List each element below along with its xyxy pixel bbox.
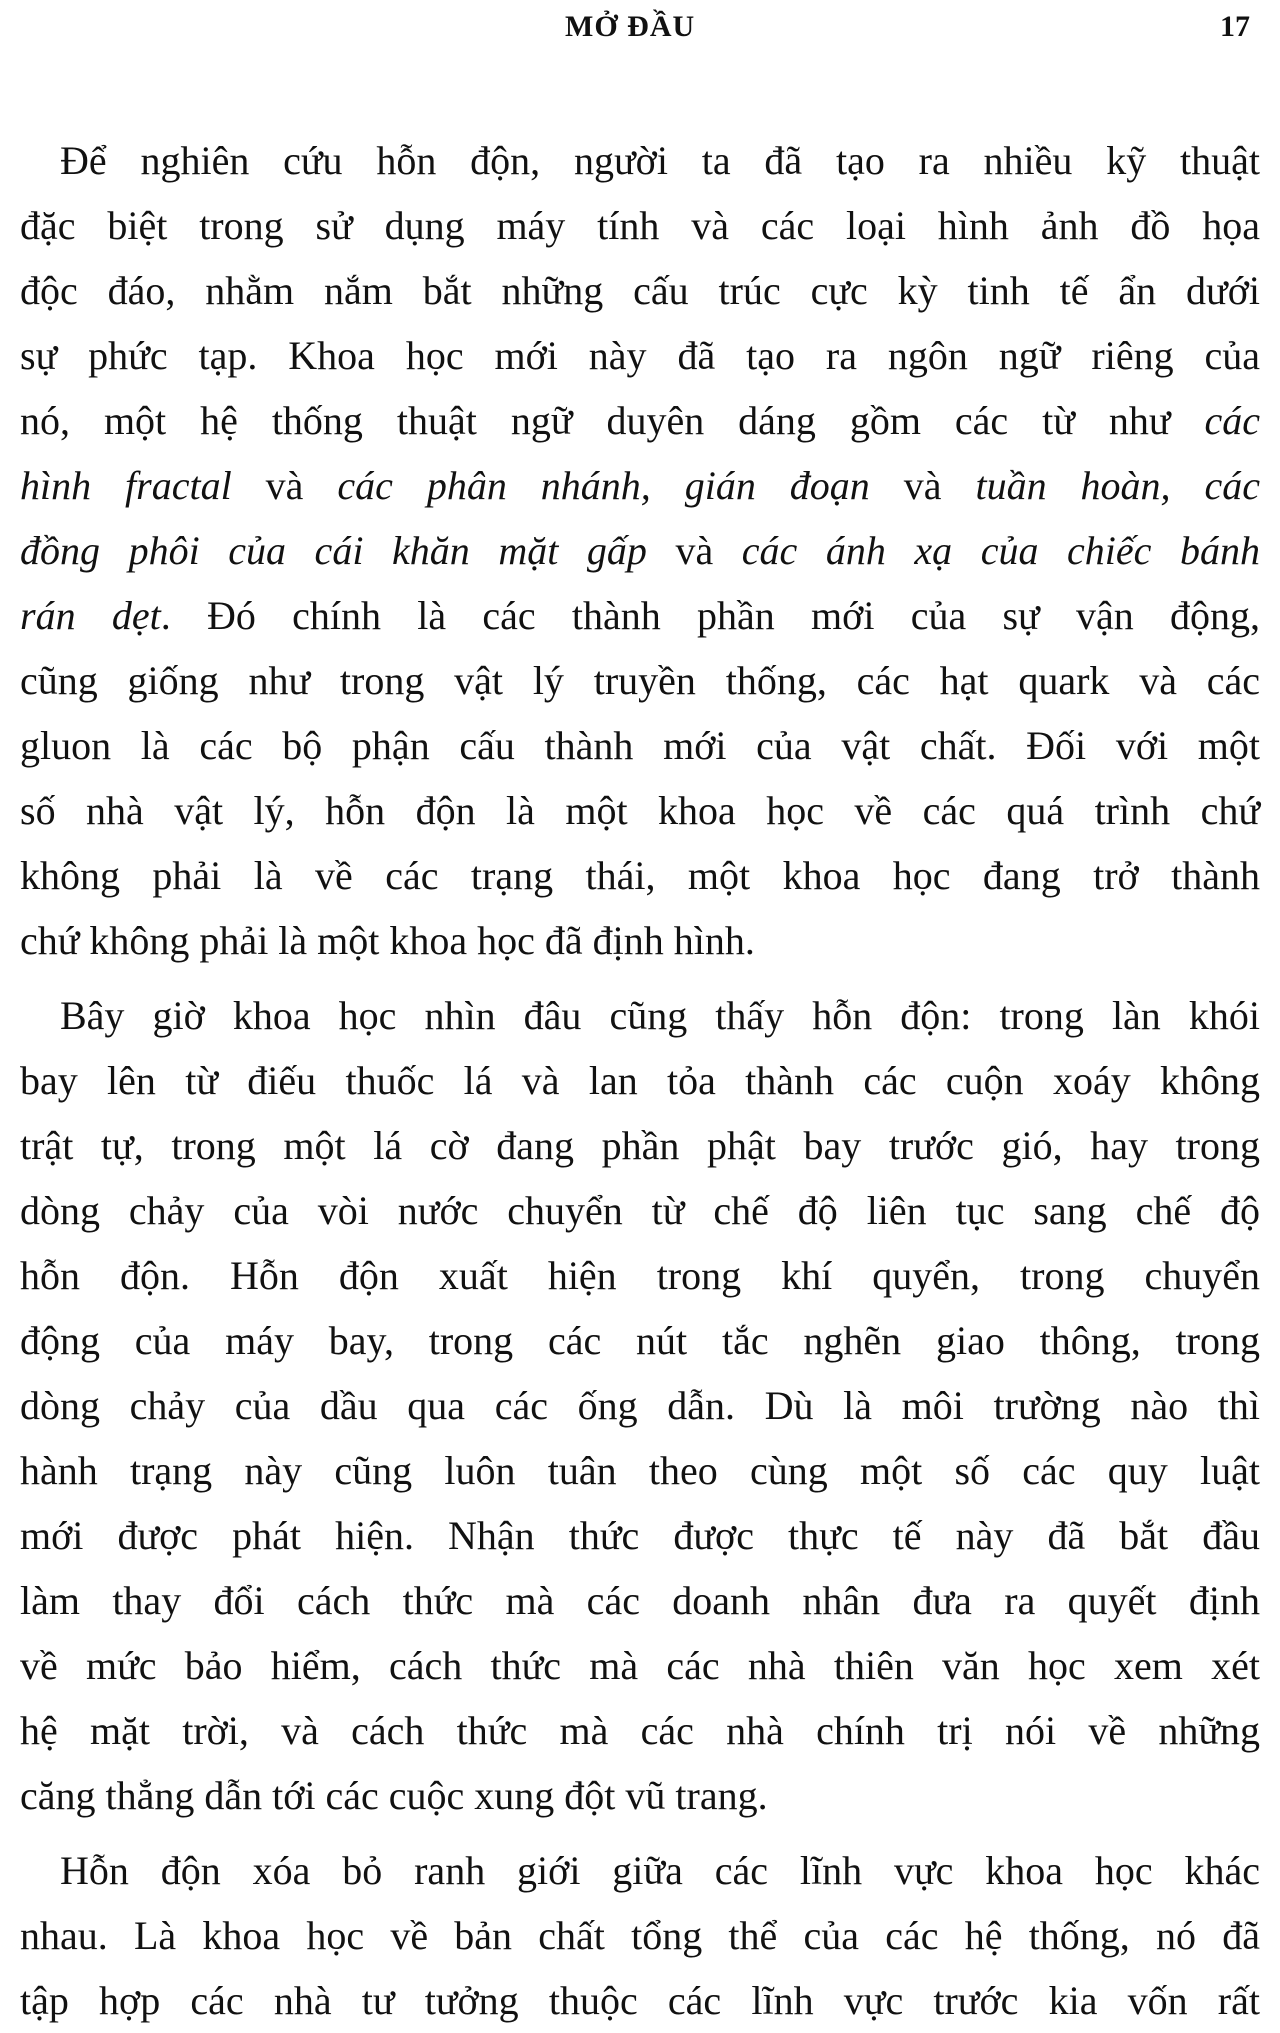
paragraph-gap bbox=[20, 973, 1260, 983]
paragraph-3 bbox=[20, 1838, 1260, 2033]
page-number: 17 bbox=[1220, 10, 1250, 43]
text-line: Hỗn độn xóa bỏ ranh giới giữa các lĩnh vực khoa học khác bbox=[60, 1848, 1260, 1893]
text-line: gluon là các bộ phận cấu thành mới của vật chất. Đối với một bbox=[20, 723, 1260, 768]
text-line bbox=[20, 388, 1260, 453]
text-line: không phải là về các trạng thái, một khoa học đang trở thành bbox=[20, 853, 1260, 898]
italic-term: hình fractal bbox=[20, 463, 232, 508]
text-line: cũng giống như trong vật lý truyền thống, các hạt quark và các bbox=[20, 658, 1260, 703]
text-line: dòng chảy của dầu qua các ống dẫn. Dù là môi trường nào thì bbox=[20, 1383, 1260, 1428]
text-line: căng thẳng dẫn tới các cuộc xung đột vũ trang. bbox=[20, 1773, 768, 1818]
text-line: làm thay đổi cách thức mà các doanh nhân đưa ra quyết định bbox=[20, 1578, 1260, 1623]
text-line: Bây giờ khoa học nhìn đâu cũng thấy hỗn độn: trong làn khói bbox=[60, 993, 1260, 1038]
text-line: hỗn độn. Hỗn độn xuất hiện trong khí quyển, trong chuyển bbox=[20, 1253, 1260, 1298]
paragraph-2 bbox=[20, 983, 1260, 1828]
text-line: Để nghiên cứu hỗn độn, người ta đã tạo ra nhiều kỹ thuật bbox=[60, 138, 1260, 183]
text-line: động của máy bay, trong các nút tắc nghẽn giao thông, trong bbox=[20, 1318, 1260, 1363]
text-line: tập hợp các nhà tư tưởng thuộc các lĩnh vực trước kia vốn rất bbox=[20, 1978, 1260, 2023]
text-line: số nhà vật lý, hỗn độn là một khoa học về các quá trình chứ bbox=[20, 788, 1260, 833]
text-line bbox=[20, 518, 1260, 583]
paragraph-1 bbox=[20, 128, 1260, 973]
text-line: độc đáo, nhằm nắm bắt những cấu trúc cực kỳ tinh tế ẩn dưới bbox=[20, 268, 1260, 313]
text-run: và bbox=[869, 463, 976, 508]
text-line: hành trạng này cũng luôn tuân theo cùng một số các quy luật bbox=[20, 1448, 1260, 1493]
text-run: và bbox=[646, 528, 742, 573]
body-text bbox=[20, 128, 1260, 2033]
running-head bbox=[0, 10, 1280, 50]
text-line bbox=[20, 583, 1260, 648]
text-line: về mức bảo hiểm, cách thức mà các nhà thiên văn học xem xét bbox=[20, 1643, 1260, 1688]
text-run: . Đó chính là các thành phần mới của sự vận động, bbox=[160, 593, 1261, 638]
paragraph-gap bbox=[20, 1828, 1260, 1838]
text-line: trật tự, trong một lá cờ đang phần phật bay trước gió, hay trong bbox=[20, 1123, 1260, 1168]
italic-term: các phân nhánh, gián đoạn bbox=[337, 463, 870, 508]
italic-term: các bbox=[1204, 398, 1260, 443]
text-line: nhau. Là khoa học về bản chất tổng thể của các hệ thống, nó đã bbox=[20, 1913, 1260, 1958]
text-line: hệ mặt trời, và cách thức mà các nhà chính trị nói về những bbox=[20, 1708, 1260, 1753]
text-line: bay lên từ điếu thuốc lá và lan tỏa thành các cuộn xoáy không bbox=[20, 1058, 1260, 1103]
italic-term: đồng phôi của cái khăn mặt gấp bbox=[20, 528, 647, 573]
text-line: chứ không phải là một khoa học đã định hình. bbox=[20, 918, 755, 963]
italic-term: các ánh xạ của chiếc bánh bbox=[741, 528, 1260, 573]
running-title: MỞ ĐẦU bbox=[565, 10, 696, 43]
text-line bbox=[20, 453, 1260, 518]
italic-term: rán dẹt bbox=[20, 593, 161, 638]
italic-term: tuần hoàn, các bbox=[975, 463, 1260, 508]
text-line: sự phức tạp. Khoa học mới này đã tạo ra ngôn ngữ riêng của bbox=[20, 333, 1260, 378]
text-line: đặc biệt trong sử dụng máy tính và các loại hình ảnh đồ họa bbox=[20, 203, 1260, 248]
text-line: mới được phát hiện. Nhận thức được thực tế này đã bắt đầu bbox=[20, 1513, 1260, 1558]
text-run: và bbox=[231, 463, 338, 508]
text-run: nó, một hệ thống thuật ngữ duyên dáng gồm các từ như bbox=[20, 398, 1205, 443]
text-line: dòng chảy của vòi nước chuyển từ chế độ liên tục sang chế độ bbox=[20, 1188, 1260, 1233]
